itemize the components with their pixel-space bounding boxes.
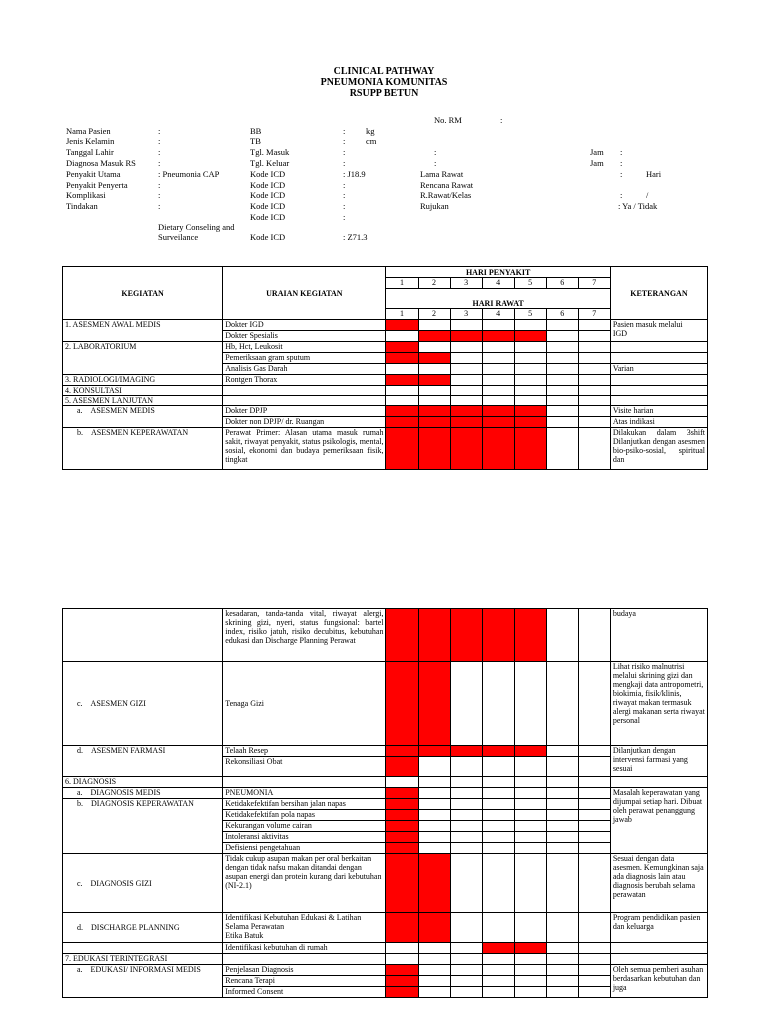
uraian-tenaga-gizi: Tenaga Gizi [223,662,386,746]
day-mark [418,406,450,417]
uraian-pneumonia: PNEUMONIA [223,788,386,799]
section-laboratorium: 2. LABORATORIUM [63,342,223,375]
day-mark [418,353,450,364]
section-edukasi: 7. EDUKASI TERINTEGRASI [63,954,223,965]
day-mark [450,609,482,662]
pathway-table-1 [62,266,708,470]
uraian-diag-kep: Ketidakefektifan pola napas [223,810,386,821]
uraian-diag-kep: Kekurangan volume cairan [223,821,386,832]
day-mark [386,854,418,913]
uraian-dpjp: Dokter DPJP [223,406,386,417]
day-mark [450,417,482,428]
uraian-hb: Hb, Hct, Leukosit [223,342,386,353]
day-mark [386,342,418,353]
uraian-dokter-spesialis: Dokter Spesialis [223,331,386,342]
label-kode-icd: Kode ICD [250,169,286,179]
ket-edukasi: Oleh semua pemberi asuhan berdasarkan kebutuhan dan juga [610,965,707,998]
day-mark [418,662,450,746]
header-hari-rawat: HARI RAWAT [386,289,610,309]
label-penyakit-penyerta: Penyakit Penyerta [66,180,128,190]
label-diagnosa-masuk: Diagnosa Masuk RS [66,158,136,168]
section-asesmen-farmasi: d. ASESMEN FARMASI [63,746,223,777]
day-mark [482,331,514,342]
day-mark [386,799,418,810]
day-mark [386,832,418,843]
day-mark [418,746,450,757]
header-uraian: URAIAN KEGIATAN [223,267,386,320]
day-mark [482,746,514,757]
ket-diagnosis-gizi: Sesuai dengan data asesmen. Kemungkinan saja ada diagnosis lain atau diagnosis berubah selama perawatan [610,854,707,913]
uraian-diag-kep: Defisiensi pengetahuan [223,843,386,854]
rujukan-value: : Ya / Tidak [618,201,658,211]
day-number: 7 [578,309,610,320]
day-mark [482,406,514,417]
unit-kg: kg [366,126,375,136]
uraian-rontgen: Rontgen Thorax [223,375,386,386]
day-mark [514,417,546,428]
label-jenis-kelamin: Jenis Kelamin [66,136,115,146]
label-bb: BB [250,126,262,136]
ket-budaya: budaya [610,609,707,662]
section-discharge-planning: d. DISCHARGE PLANNING [63,913,223,943]
label-nama-pasien: Nama Pasien [66,126,111,136]
ket-varian: Varian [610,364,707,375]
uraian-diag-kep: Intoleransi aktivitas [223,832,386,843]
unit-cm: cm [366,136,377,146]
uraian-penjelasan: Penjelasan Diagnosis [223,965,386,976]
uraian-keperawatan-lanjutan: kesadaran, tanda-tanda vital, riwayat alergi, skrining gizi, nyeri, status fungsional: bartel index, risiko jatuh, risiko decubitus, kebutuhan edukasi dan Discharge Planning Perawat [223,609,386,662]
day-number: 7 [578,278,610,289]
day-mark [386,353,418,364]
page-title: CLINICAL PATHWAY [333,66,435,77]
uraian-discharge: Identifikasi Kebutuhan Edukasi & Latihan Selama Perawatan Etika Batuk [223,913,386,943]
day-number: 5 [514,278,546,289]
uraian-gram-sputum: Pemeriksaan gram sputum [223,353,386,364]
ket-discharge: Program pendidikan pasien dan keluarga [610,913,707,943]
day-mark [418,854,450,913]
day-number: 6 [546,278,578,289]
uraian-diag-gizi: Tidak cukup asupan makan per oral berkaitan dengan tidak nafsu makan ditandai dengan asupan energi dan protein kurang dari kebutuhan (NI-2.1) [223,854,386,913]
uraian-rencana-terapi: Rencana Terapi [223,976,386,987]
day-mark [514,406,546,417]
day-mark [386,913,418,943]
day-mark [386,662,418,746]
day-mark [514,331,546,342]
uraian-rekonsiliasi: Rekonsiliasi Obat [223,757,386,777]
label-lama-rawat: Lama Rawat [420,169,464,179]
day-mark [386,821,418,832]
day-number: 3 [450,309,482,320]
uraian-diag-kep: Ketidakefektifan bersihan jalan napas [223,799,386,810]
day-mark [482,428,514,470]
label-tgl-masuk: Tgl. Masuk [250,147,290,157]
page-subtitle: PNEUMONIA KOMUNITAS [320,77,448,88]
day-mark [418,913,450,943]
section-asesmen-medis: a. ASESMEN MEDIS [63,406,223,428]
section-asesmen-keperawatan: b. ASESMEN KEPERAWATAN [63,428,223,470]
day-mark [386,965,418,976]
day-number: 6 [546,309,578,320]
day-mark [450,331,482,342]
day-mark [418,417,450,428]
label-tindakan: Tindakan [66,201,98,211]
day-mark [386,746,418,757]
section-asesmen-awal: 1. ASESMEN AWAL MEDIS [63,320,223,342]
day-number: 3 [450,278,482,289]
uraian-informed-consent: Informed Consent [223,987,386,998]
day-mark [386,417,418,428]
day-mark [514,428,546,470]
day-mark [482,417,514,428]
uraian-non-dpjp: Dokter non DPJP/ dr. Ruangan [223,417,386,428]
section-asesmen-lanjutan: 5. ASESMEN LANJUTAN [63,396,223,406]
ket-farmasi: Dilanjutkan dengan intervensi farmasi yang sesuai [610,746,707,777]
day-mark [514,943,546,954]
day-mark [386,757,418,777]
label-rencana-rawat: Rencana Rawat [420,180,474,190]
hospital-name: RSUPP BETUN [349,88,419,99]
section-diagnosis-keperawatan: b. DIAGNOSIS KEPERAWATAN [63,799,223,854]
ket-atas-indikasi: Atas indikasi [610,417,707,428]
ket-gizi: Lihat risiko malnutrisi melalui skrining gizi dan mengkaji data antropometri, biokimia, fisik/klinis, riwayat makan termasuk alergi makanan serta riwayat personal [610,662,707,746]
day-number: 1 [386,309,418,320]
uraian-agd: Analisis Gas Darah [223,364,386,375]
section-asesmen-gizi: c. ASESMEN GIZI [63,662,223,746]
day-mark [386,788,418,799]
day-mark [386,976,418,987]
day-mark [386,609,418,662]
day-mark [386,428,418,470]
uraian-dokter-igd: Dokter IGD [223,320,386,331]
header-hari-penyakit: HARI PENYAKIT [386,267,610,278]
day-mark [386,810,418,821]
day-number: 2 [418,309,450,320]
section-konsultasi: 4. KONSULTASI [63,386,223,396]
section-diagnosis-medis: a. DIAGNOSIS MEDIS [63,788,223,799]
section-diagnosis-gizi: c. DIAGNOSIS GIZI [63,854,223,913]
label-tanggal-lahir: Tanggal Lahir [66,147,114,157]
day-mark [386,843,418,854]
day-mark [418,375,450,386]
day-number: 5 [514,309,546,320]
ket-diagnosis-kep: Masalah keperawatan yang dijumpai setiap hari. Dibuat oleh perawat penanggung jawab [610,788,707,854]
day-mark [386,320,418,331]
ket-visite: Visite harian [610,406,707,417]
day-mark [386,987,418,998]
header-kegiatan: KEGIATAN [63,267,223,320]
day-mark [450,746,482,757]
section-diagnosis: 6. DIAGNOSIS [63,777,223,788]
penyakit-utama-value: : Pneumonia CAP [158,169,220,179]
day-number: 1 [386,278,418,289]
pathway-table-2 [62,608,708,998]
day-number: 4 [482,278,514,289]
label-jam: Jam [590,147,604,157]
label-penyakit-utama: Penyakit Utama [66,169,121,179]
label-hari: Hari [646,169,662,179]
day-mark [418,428,450,470]
day-number: 2 [418,278,450,289]
uraian-keperawatan: Perawat Primer: Alasan utama masuk rumah sakit, riwayat penyakit, status psikologis, mental, sosial, ekonomi dan budaya pemeriksaan fisik, tingkat [223,428,386,470]
uraian-telaah-resep: Telaah Resep [223,746,386,757]
day-mark [418,609,450,662]
day-mark [386,375,418,386]
ket-keperawatan: Dilakukan dalam 3shift Dilanjutkan dengan asesmen bio-psiko-sosial, spiritual dan [610,428,707,470]
day-mark [386,406,418,417]
section-edukasi-medis: a. EDUKASI/ INFORMASI MEDIS [63,965,223,998]
day-mark [450,428,482,470]
uraian-ident-rumah: Identifikasi kebutuhan di rumah [223,943,386,954]
label-komplikasi: Komplikasi [66,190,106,200]
label-tb: TB [250,136,261,146]
ket-igd: Pasien masuk melalui IGD [610,320,707,342]
dietary-label: Dietary Conseling and [158,222,235,232]
day-mark [482,943,514,954]
icd-diet-value: : Z71.3 [343,232,368,242]
day-number: 4 [482,309,514,320]
icd-value: : J18.9 [343,169,366,179]
no-rm-label: No. RM [434,115,462,125]
uraian-etika-batuk: Etika Batuk [225,931,264,940]
day-mark [418,331,450,342]
day-mark [514,609,546,662]
label-rujukan: Rujukan [420,201,449,211]
day-mark [514,746,546,757]
section-radiologi: 3. RADIOLOGI/IMAGING [63,375,223,386]
label-ruang-rawat: R.Rawat/Kelas [420,190,472,200]
label-tgl-keluar: Tgl. Keluar [250,158,290,168]
header-keterangan: KETERANGAN [610,267,707,320]
day-mark [482,609,514,662]
day-mark [450,406,482,417]
